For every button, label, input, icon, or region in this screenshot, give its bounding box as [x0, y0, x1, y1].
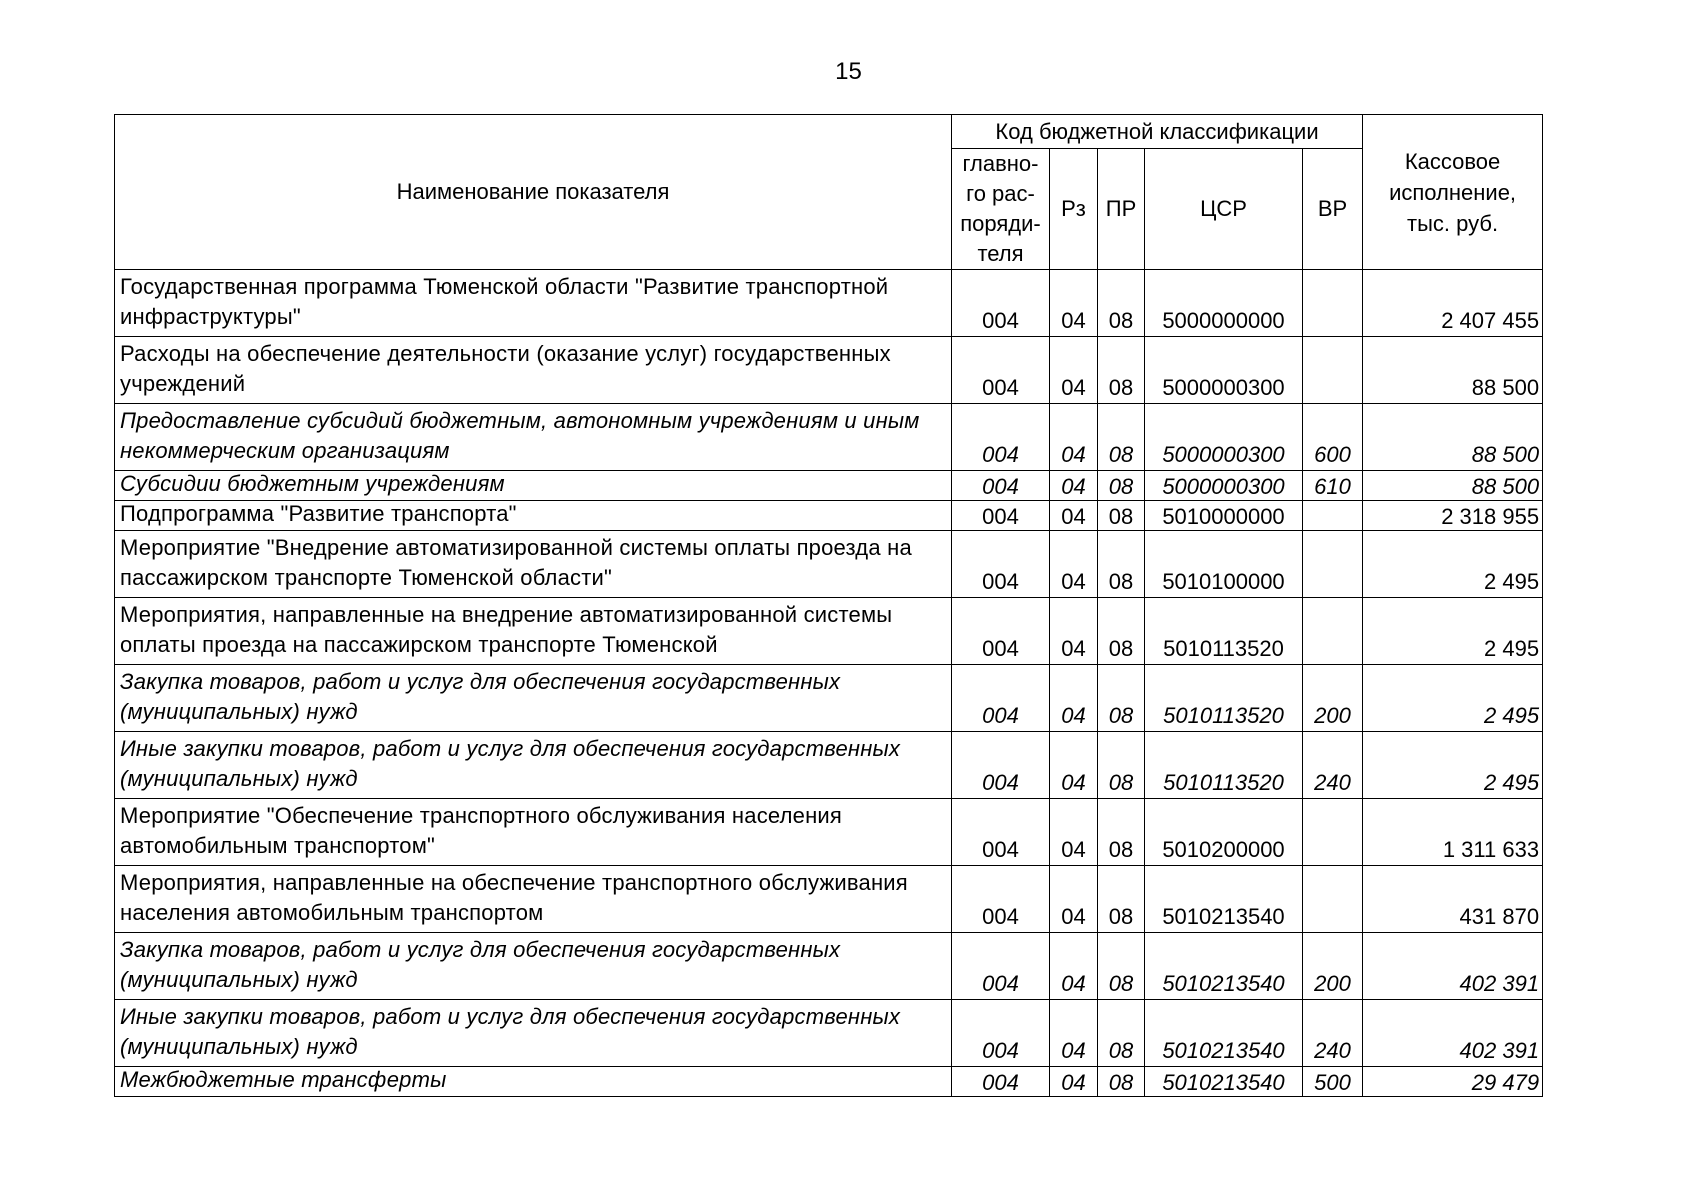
table-row	[115, 732, 1543, 799]
row-rz-code: 04	[1050, 1000, 1098, 1067]
row-vr-code	[1303, 270, 1363, 337]
table-row	[115, 799, 1543, 866]
row-rz-code: 04	[1050, 531, 1098, 598]
row-admin-code: 004	[952, 933, 1050, 1000]
row-admin-code: 004	[952, 337, 1050, 404]
row-vr-code: 610	[1303, 471, 1363, 501]
row-rz-code: 04	[1050, 866, 1098, 933]
row-vr-code: 240	[1303, 1000, 1363, 1067]
row-pr-code: 08	[1098, 270, 1145, 337]
row-rz-code: 04	[1050, 1067, 1098, 1097]
row-rz-code: 04	[1050, 598, 1098, 665]
row-csr-code: 5000000000	[1145, 270, 1303, 337]
row-vr-code	[1303, 598, 1363, 665]
row-admin-code: 004	[952, 799, 1050, 866]
header-budget-classification-code: Код бюджетной классификации	[952, 115, 1363, 149]
table-row	[115, 531, 1543, 598]
row-admin-code: 004	[952, 531, 1050, 598]
row-csr-code: 5010213540	[1145, 1000, 1303, 1067]
row-amount: 2 495	[1363, 531, 1543, 598]
row-vr-code: 600	[1303, 404, 1363, 471]
row-csr-code: 5010000000	[1145, 501, 1303, 531]
row-indicator-name: Иные закупки товаров, работ и услуг для обеспечения государственных (муниципальных) нужд	[115, 732, 952, 799]
table-row	[115, 866, 1543, 933]
header-csr: ЦСР	[1145, 149, 1303, 270]
row-rz-code: 04	[1050, 404, 1098, 471]
row-csr-code: 5010200000	[1145, 799, 1303, 866]
row-vr-code	[1303, 799, 1363, 866]
row-vr-code: 500	[1303, 1067, 1363, 1097]
row-rz-code: 04	[1050, 270, 1098, 337]
row-csr-code: 5010213540	[1145, 866, 1303, 933]
row-vr-code	[1303, 501, 1363, 531]
row-pr-code: 08	[1098, 598, 1145, 665]
row-pr-code: 08	[1098, 1000, 1145, 1067]
row-pr-code: 08	[1098, 732, 1145, 799]
row-csr-code: 5010113520	[1145, 665, 1303, 732]
row-indicator-name: Закупка товаров, работ и услуг для обеспечения государственных (муниципальных) нужд	[115, 933, 952, 1000]
row-rz-code: 04	[1050, 732, 1098, 799]
row-admin-code: 004	[952, 665, 1050, 732]
row-amount: 1 311 633	[1363, 799, 1543, 866]
row-admin-code: 004	[952, 471, 1050, 501]
row-admin-code: 004	[952, 866, 1050, 933]
row-indicator-name: Подпрограмма "Развитие транспорта"	[115, 501, 952, 531]
row-csr-code: 5010113520	[1145, 732, 1303, 799]
table-row	[115, 337, 1543, 404]
row-rz-code: 04	[1050, 471, 1098, 501]
header-indicator-name: Наименование показателя	[115, 115, 952, 270]
row-csr-code: 5000000300	[1145, 337, 1303, 404]
row-csr-code: 5010113520	[1145, 598, 1303, 665]
row-amount: 402 391	[1363, 933, 1543, 1000]
row-amount: 2 495	[1363, 665, 1543, 732]
row-rz-code: 04	[1050, 665, 1098, 732]
row-indicator-name: Мероприятие "Внедрение автоматизированной системы оплаты проезда на пассажирском транспорте Тюменской области"	[115, 531, 952, 598]
table-row	[115, 665, 1543, 732]
row-indicator-name: Мероприятия, направленные на внедрение автоматизированной системы оплаты проезда на пассажирском транспорте Тюменской	[115, 598, 952, 665]
row-vr-code	[1303, 866, 1363, 933]
header-rz: Рз	[1050, 149, 1098, 270]
row-pr-code: 08	[1098, 337, 1145, 404]
row-amount: 88 500	[1363, 404, 1543, 471]
row-pr-code: 08	[1098, 531, 1145, 598]
row-indicator-name: Предоставление субсидий бюджетным, автономным учреждениям и иным некоммерческим организациям	[115, 404, 952, 471]
table-row	[115, 471, 1543, 501]
row-vr-code	[1303, 531, 1363, 598]
row-amount: 431 870	[1363, 866, 1543, 933]
row-csr-code: 5010213540	[1145, 933, 1303, 1000]
row-amount: 2 407 455	[1363, 270, 1543, 337]
row-indicator-name: Межбюджетные трансферты	[115, 1067, 952, 1097]
row-pr-code: 08	[1098, 665, 1145, 732]
row-amount: 2 318 955	[1363, 501, 1543, 531]
row-pr-code: 08	[1098, 1067, 1145, 1097]
header-pr: ПР	[1098, 149, 1145, 270]
row-csr-code: 5000000300	[1145, 404, 1303, 471]
table-row	[115, 933, 1543, 1000]
row-pr-code: 08	[1098, 404, 1145, 471]
row-rz-code: 04	[1050, 501, 1098, 531]
row-pr-code: 08	[1098, 471, 1145, 501]
row-amount: 2 495	[1363, 598, 1543, 665]
row-amount: 29 479	[1363, 1067, 1543, 1097]
row-csr-code: 5010213540	[1145, 1067, 1303, 1097]
table-row	[115, 501, 1543, 531]
row-admin-code: 004	[952, 501, 1050, 531]
header-cash-execution: Кассовое исполнение, тыс. руб.	[1363, 115, 1543, 270]
row-pr-code: 08	[1098, 799, 1145, 866]
table-row	[115, 1067, 1543, 1097]
row-amount: 2 495	[1363, 732, 1543, 799]
row-vr-code: 200	[1303, 933, 1363, 1000]
row-admin-code: 004	[952, 1067, 1050, 1097]
row-amount: 402 391	[1363, 1000, 1543, 1067]
table-row	[115, 1000, 1543, 1067]
row-rz-code: 04	[1050, 799, 1098, 866]
row-admin-code: 004	[952, 732, 1050, 799]
table-header	[115, 115, 1543, 270]
header-vr: ВР	[1303, 149, 1363, 270]
row-rz-code: 04	[1050, 933, 1098, 1000]
row-indicator-name: Закупка товаров, работ и услуг для обеспечения государственных (муниципальных) нужд	[115, 665, 952, 732]
budget-execution-table	[114, 114, 1543, 1097]
page-number: 15	[835, 58, 862, 85]
row-vr-code	[1303, 337, 1363, 404]
row-pr-code: 08	[1098, 866, 1145, 933]
row-vr-code: 240	[1303, 732, 1363, 799]
row-csr-code: 5010100000	[1145, 531, 1303, 598]
row-rz-code: 04	[1050, 337, 1098, 404]
row-admin-code: 004	[952, 404, 1050, 471]
table-row	[115, 598, 1543, 665]
table-row	[115, 270, 1543, 337]
row-admin-code: 004	[952, 598, 1050, 665]
row-vr-code: 200	[1303, 665, 1363, 732]
row-admin-code: 004	[952, 1000, 1050, 1067]
table-body	[115, 270, 1543, 1097]
row-amount: 88 500	[1363, 471, 1543, 501]
row-indicator-name: Мероприятия, направленные на обеспечение транспортного обслуживания населения автомобильным транспортом	[115, 866, 952, 933]
row-admin-code: 004	[952, 270, 1050, 337]
row-pr-code: 08	[1098, 933, 1145, 1000]
header-chief-administrator: главно- го рас- поряди- теля	[952, 149, 1050, 270]
row-indicator-name: Иные закупки товаров, работ и услуг для обеспечения государственных (муниципальных) нужд	[115, 1000, 952, 1067]
row-pr-code: 08	[1098, 501, 1145, 531]
row-indicator-name: Государственная программа Тюменской области "Развитие транспортной инфраструктуры"	[115, 270, 952, 337]
row-indicator-name: Расходы на обеспечение деятельности (оказание услуг) государственных учреждений	[115, 337, 952, 404]
row-indicator-name: Субсидии бюджетным учреждениям	[115, 471, 952, 501]
table-row	[115, 404, 1543, 471]
row-indicator-name: Мероприятие "Обеспечение транспортного обслуживания населения автомобильным транспортом"	[115, 799, 952, 866]
row-csr-code: 5000000300	[1145, 471, 1303, 501]
row-amount: 88 500	[1363, 337, 1543, 404]
